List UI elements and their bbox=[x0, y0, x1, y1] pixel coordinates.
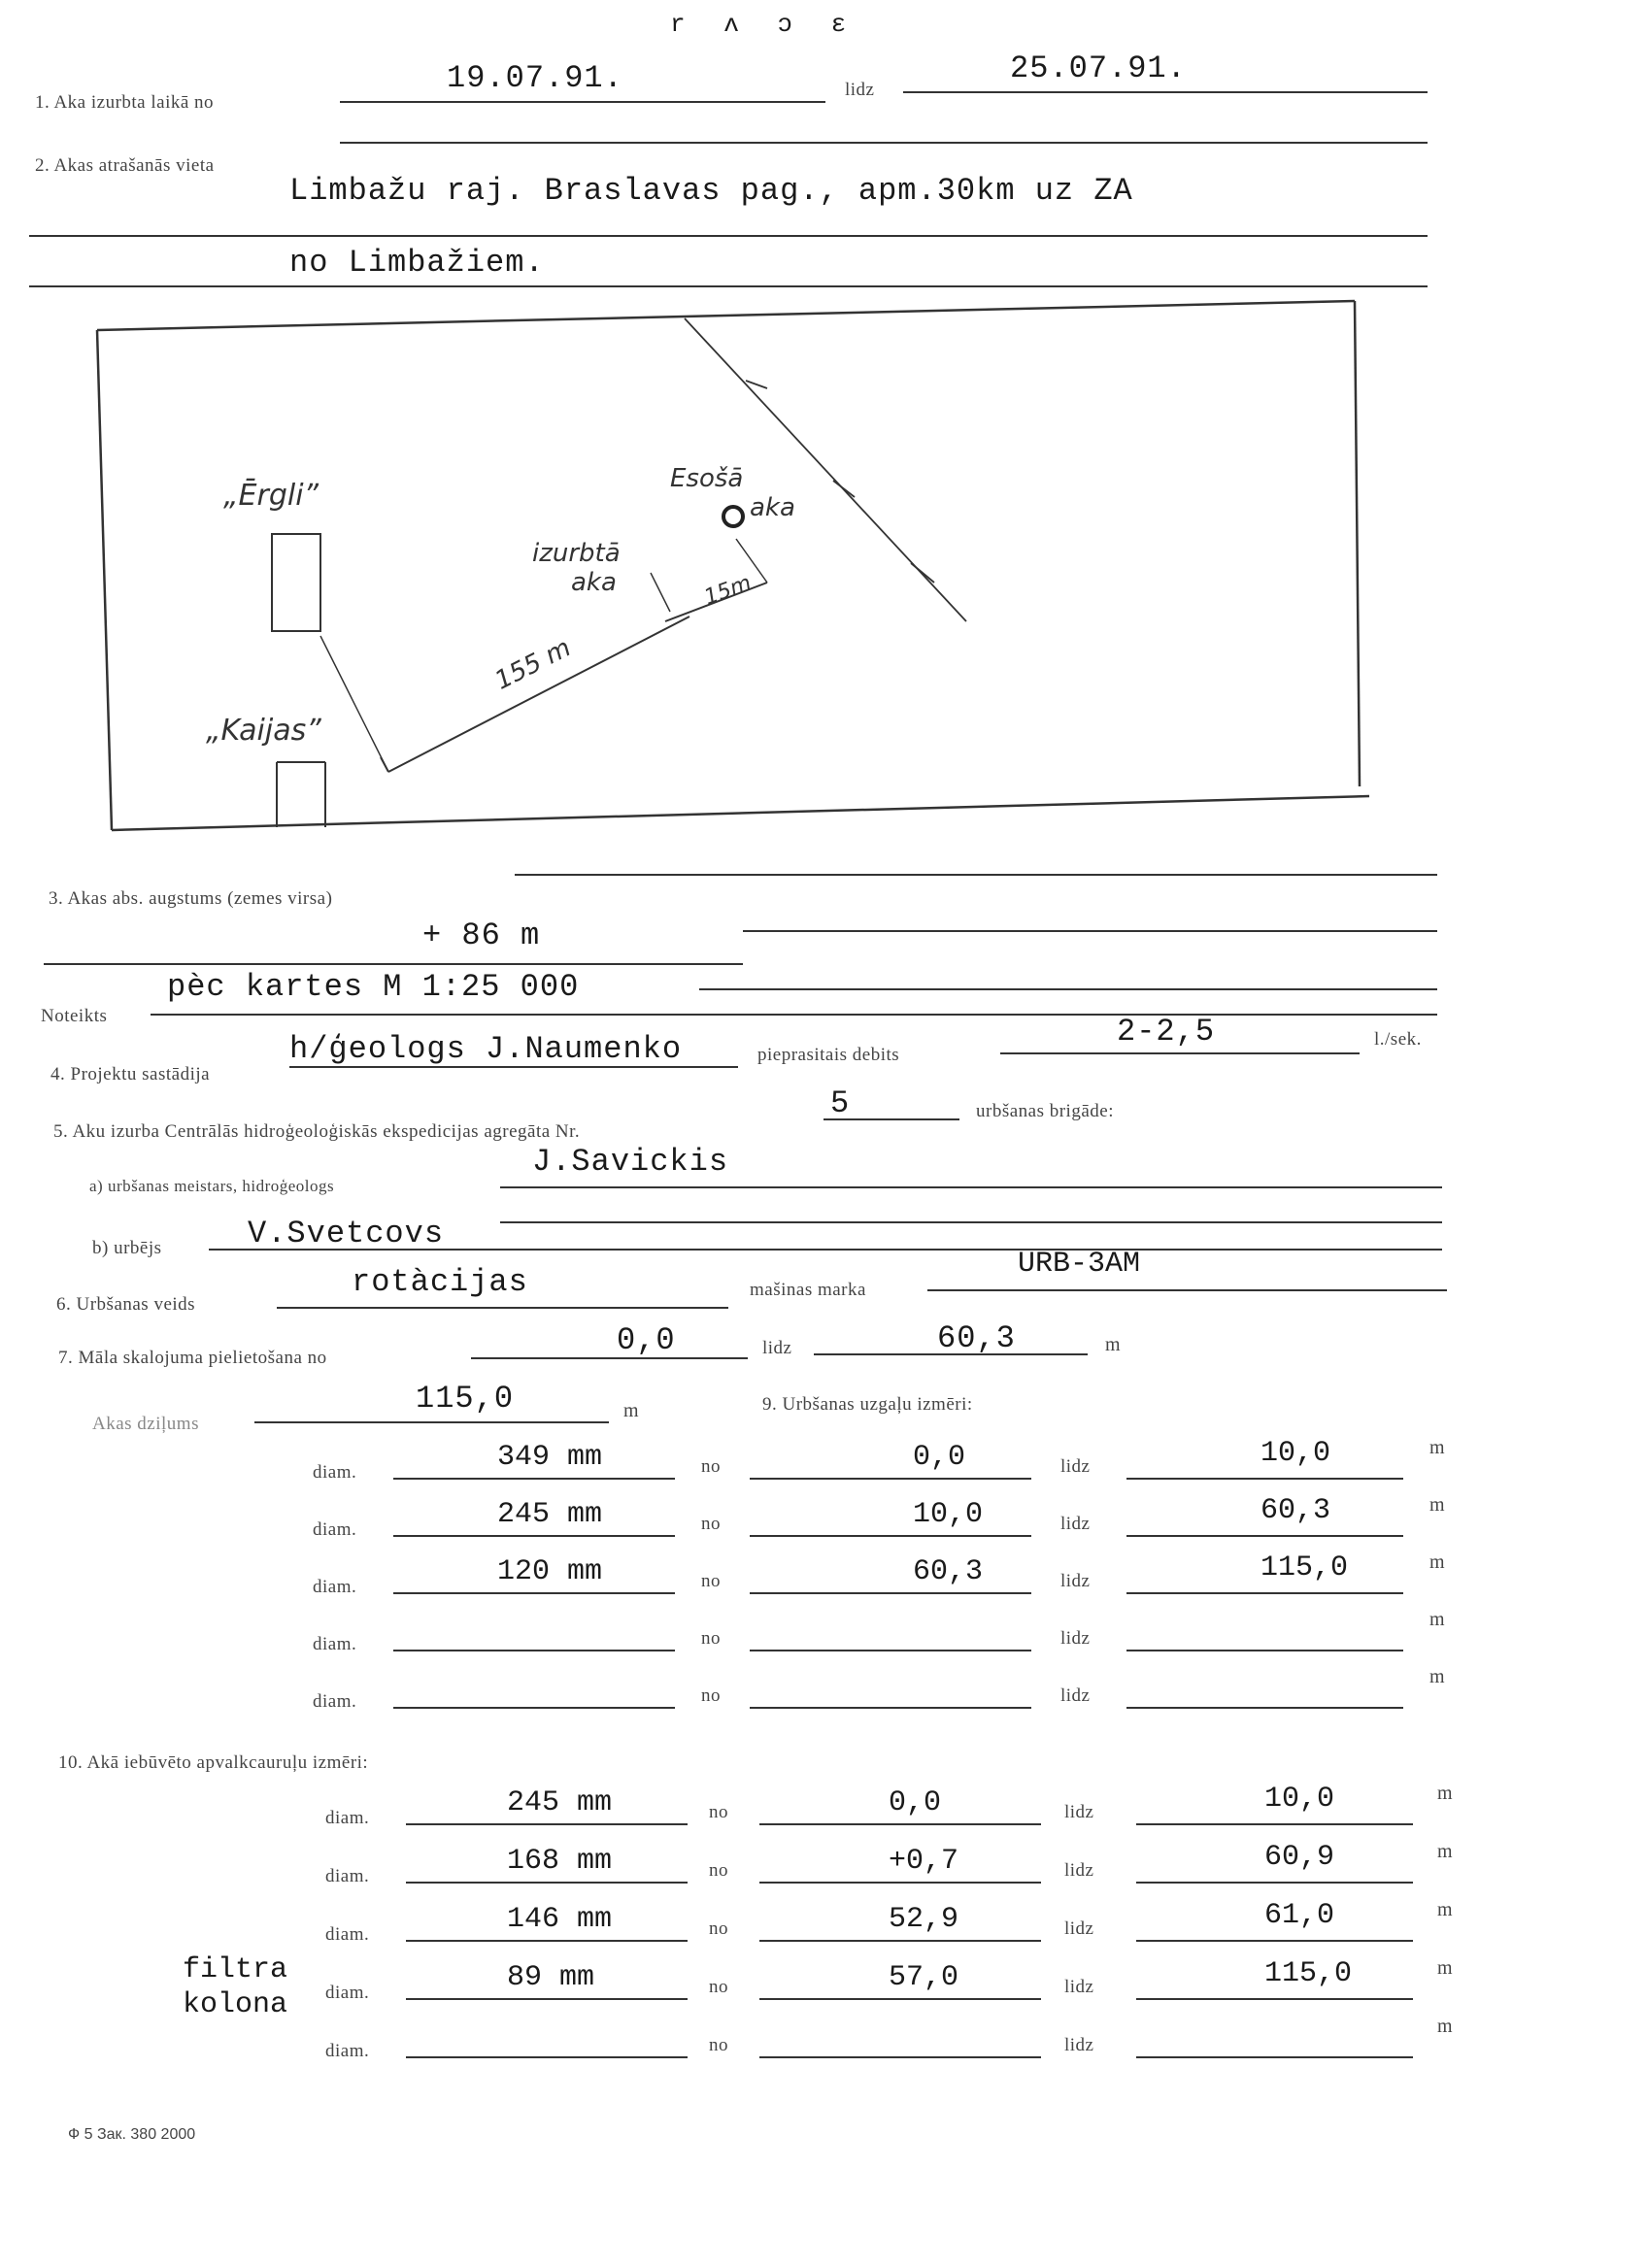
q2-line-c bbox=[29, 285, 1428, 287]
q10-row-3-from-line bbox=[759, 1940, 1041, 1942]
q10-row-4-diam-label: diam. bbox=[325, 1983, 370, 2003]
q10-row-2-to-label: lidz bbox=[1064, 1860, 1094, 1881]
q9-row-3-to-label: lidz bbox=[1060, 1571, 1091, 1591]
q10-row-4-from-line bbox=[759, 1998, 1041, 2000]
q9-row-1-to-label: lidz bbox=[1060, 1456, 1091, 1477]
q10-row-3-to-line bbox=[1136, 1940, 1413, 1942]
q10-row-1-diam-label: diam. bbox=[325, 1808, 370, 1828]
q10-row-4-to-value: 115,0 bbox=[1264, 1957, 1353, 1990]
sketch-frame-top bbox=[97, 301, 1355, 330]
q7-to-label: lidz bbox=[762, 1338, 792, 1358]
q9-row-2-unit: m bbox=[1429, 1494, 1445, 1516]
q4-author: h/ģeologs J.Naumenko bbox=[289, 1031, 683, 1067]
q5-master-line-a bbox=[500, 1186, 1442, 1188]
q5-brigade-label: urbšanas brigāde: bbox=[976, 1101, 1114, 1121]
q5-unit-no: 5 bbox=[830, 1085, 851, 1121]
q10-filter-label-2: kolona bbox=[183, 1988, 288, 2021]
q10-row-2-to-value: 60,9 bbox=[1264, 1841, 1335, 1874]
q9-row-1-to-line bbox=[1126, 1478, 1403, 1480]
q7-from-line bbox=[471, 1357, 748, 1359]
q6-line bbox=[277, 1307, 728, 1309]
location-sketch-map bbox=[87, 291, 1389, 845]
q10-row-3-to-label: lidz bbox=[1064, 1918, 1094, 1939]
q9-row-1-diam-line bbox=[393, 1478, 675, 1480]
q4-flow-unit: l./sek. bbox=[1374, 1029, 1422, 1050]
q10-row-2-to-line bbox=[1136, 1882, 1413, 1884]
sketch-leader-line bbox=[320, 636, 388, 772]
q9-row-1-from-value: 0,0 bbox=[913, 1441, 966, 1474]
q9-row-3-from-label: no bbox=[701, 1571, 721, 1591]
q9-row-2-from-value: 10,0 bbox=[913, 1498, 984, 1531]
q9-row-5-from-label: no bbox=[701, 1685, 721, 1706]
sketch-frame-left bbox=[97, 330, 112, 830]
q5-master-line-b bbox=[500, 1221, 1442, 1223]
q6-label: 6. Urbšanas veids bbox=[56, 1294, 196, 1315]
q1-from-line bbox=[340, 101, 825, 103]
q9-row-5-from-line bbox=[750, 1707, 1031, 1709]
q9-row-1-diam-value: 349 mm bbox=[497, 1441, 603, 1474]
q9-row-2-diam-label: diam. bbox=[313, 1519, 357, 1540]
q10-row-4-from-label: no bbox=[709, 1977, 728, 1997]
q3-determined-line bbox=[151, 1014, 1437, 1016]
q8-line bbox=[254, 1421, 609, 1423]
q10-row-5-to-line bbox=[1136, 2056, 1413, 2058]
q2-line-b bbox=[29, 235, 1428, 237]
q9-row-5-diam-label: diam. bbox=[313, 1691, 357, 1712]
q4-label: 4. Projektu sastādija bbox=[50, 1064, 211, 1084]
q10-row-2-unit: m bbox=[1437, 1841, 1453, 1862]
q10-row-5-diam-line bbox=[406, 2056, 688, 2058]
q9-row-3-diam-value: 120 mm bbox=[497, 1555, 603, 1588]
sketch-distance-155m: 155 m bbox=[490, 633, 576, 696]
sketch-place-kaijas: „Kaijas” bbox=[206, 714, 321, 748]
q10-row-1-from-value: 0,0 bbox=[889, 1786, 942, 1819]
q9-row-4-to-line bbox=[1126, 1650, 1403, 1651]
q10-row-2-diam-label: diam. bbox=[325, 1866, 370, 1886]
q9-row-1-to-value: 10,0 bbox=[1260, 1437, 1331, 1470]
footer-code: Ф 5 Зак. 380 2000 bbox=[68, 2126, 196, 2143]
q5-driller-label: b) urbējs bbox=[92, 1238, 162, 1258]
q9-row-1-from-label: no bbox=[701, 1456, 721, 1477]
q2-location-line1: Limbažu raj. Braslavas pag., apm.30km uz ZA bbox=[289, 173, 1133, 209]
q3-determined-label: Noteikts bbox=[41, 1006, 108, 1026]
dimension-line-155m bbox=[388, 617, 689, 772]
q9-row-5-unit: m bbox=[1429, 1666, 1445, 1687]
q6-value: rotàcijas bbox=[352, 1264, 528, 1300]
q5-unit-line bbox=[824, 1118, 959, 1120]
q9-row-1-unit: m bbox=[1429, 1437, 1445, 1458]
q9-row-4-unit: m bbox=[1429, 1609, 1445, 1630]
q3-value: + 86 m bbox=[422, 917, 541, 953]
q1-to-date: 25.07.91. bbox=[1010, 50, 1187, 86]
existing-well-icon bbox=[723, 507, 743, 526]
q10-row-1-from-label: no bbox=[709, 1802, 728, 1822]
q9-row-2-to-label: lidz bbox=[1060, 1514, 1091, 1534]
sketch-road-tick-3 bbox=[911, 563, 934, 583]
q3-determined-line-b bbox=[699, 988, 1437, 990]
q10-row-2-from-value: +0,7 bbox=[889, 1845, 959, 1878]
q6-machine-value: URB-3AM bbox=[1018, 1248, 1141, 1281]
header-title-fragment: r ʌ ɔ ɛ bbox=[670, 10, 858, 39]
q4-author-line bbox=[289, 1066, 738, 1068]
q9-row-2-from-line bbox=[750, 1535, 1031, 1537]
q3-line-b bbox=[44, 963, 743, 965]
q10-row-3-from-label: no bbox=[709, 1918, 728, 1939]
building-ergli bbox=[272, 534, 320, 631]
q9-row-4-from-line bbox=[750, 1650, 1031, 1651]
q5-master-value: J.Savickis bbox=[532, 1144, 729, 1180]
q4-flow-value: 2-2,5 bbox=[1117, 1014, 1216, 1050]
sketch-drilled-well-label-2: aka bbox=[571, 568, 617, 597]
q10-row-1-to-line bbox=[1136, 1823, 1413, 1825]
q9-row-4-to-label: lidz bbox=[1060, 1628, 1091, 1649]
dimension-tick-left bbox=[381, 757, 388, 772]
q1-label: 1. Aka izurbta laikā no bbox=[35, 92, 215, 113]
q3-line-c bbox=[743, 930, 1437, 932]
sketch-drilled-well-label: izurbtā bbox=[532, 539, 621, 568]
q9-row-3-diam-line bbox=[393, 1592, 675, 1594]
q5-driller-line bbox=[209, 1249, 1442, 1251]
sketch-place-ergli: „Ērgli” bbox=[223, 479, 319, 513]
q7-to: 60,3 bbox=[937, 1320, 1016, 1356]
q10-row-5-unit: m bbox=[1437, 2016, 1453, 2037]
q10-row-1-from-line bbox=[759, 1823, 1041, 1825]
q9-row-4-diam-line bbox=[393, 1650, 675, 1651]
q10-row-5-diam-label: diam. bbox=[325, 2041, 370, 2061]
sketch-frame-right bbox=[1355, 301, 1360, 786]
q9-row-3-to-value: 115,0 bbox=[1260, 1551, 1349, 1584]
q10-row-4-from-value: 57,0 bbox=[889, 1961, 959, 1994]
q9-row-3-unit: m bbox=[1429, 1551, 1445, 1573]
q7-from: 0,0 bbox=[617, 1322, 676, 1358]
sketch-frame-bottom bbox=[112, 796, 1369, 830]
q10-row-1-to-label: lidz bbox=[1064, 1802, 1094, 1822]
q9-row-1-diam-label: diam. bbox=[313, 1462, 357, 1483]
q7-label: 7. Māla skalojuma pielietošana no bbox=[58, 1348, 327, 1368]
q10-row-4-to-line bbox=[1136, 1998, 1413, 2000]
q5-driller-value: V.Svetcovs bbox=[248, 1216, 445, 1251]
sketch-distance-15m: 15m bbox=[701, 571, 756, 611]
q10-row-1-to-value: 10,0 bbox=[1264, 1783, 1335, 1816]
q9-row-5-to-label: lidz bbox=[1060, 1685, 1091, 1706]
q3-line bbox=[515, 874, 1437, 876]
q10-row-3-unit: m bbox=[1437, 1899, 1453, 1920]
q1-to-line bbox=[903, 91, 1428, 93]
q9-row-3-from-line bbox=[750, 1592, 1031, 1594]
q10-row-2-diam-line bbox=[406, 1882, 688, 1884]
q7-unit: m bbox=[1105, 1334, 1121, 1355]
q2-label: 2. Akas atrašanās vieta bbox=[35, 155, 215, 176]
q9-row-2-diam-value: 245 mm bbox=[497, 1498, 603, 1531]
drilled-well-leader bbox=[651, 573, 670, 612]
q9-row-5-to-line bbox=[1126, 1707, 1403, 1709]
q10-row-4-diam-line bbox=[406, 1998, 688, 2000]
q9-row-4-diam-label: diam. bbox=[313, 1634, 357, 1654]
q10-row-2-diam-value: 168 mm bbox=[507, 1845, 613, 1878]
q10-row-3-from-value: 52,9 bbox=[889, 1903, 959, 1936]
q7-to-line bbox=[814, 1353, 1088, 1355]
q8-value: 115,0 bbox=[416, 1381, 515, 1417]
q9-label: 9. Urbšanas uzgaļu izmēri: bbox=[762, 1394, 973, 1415]
q9-row-1-from-line bbox=[750, 1478, 1031, 1480]
q10-row-3-diam-line bbox=[406, 1940, 688, 1942]
q1-to-label: lidz bbox=[845, 80, 875, 100]
q10-row-3-diam-label: diam. bbox=[325, 1924, 370, 1945]
q6-machine-label: mašinas marka bbox=[750, 1280, 866, 1300]
q9-row-2-to-line bbox=[1126, 1535, 1403, 1537]
q9-row-4-from-label: no bbox=[701, 1628, 721, 1649]
q10-row-5-from-label: no bbox=[709, 2035, 728, 2055]
q9-row-3-from-value: 60,3 bbox=[913, 1555, 984, 1588]
q9-row-5-diam-line bbox=[393, 1707, 675, 1709]
q9-row-2-from-label: no bbox=[701, 1514, 721, 1534]
q10-filter-label-1: filtra bbox=[183, 1953, 288, 1986]
q5-label: 5. Aku izurba Centrālās hidroģeoloģiskās ekspedicijas agregāta Nr. bbox=[53, 1121, 581, 1142]
q10-row-3-diam-value: 146 mm bbox=[507, 1903, 613, 1936]
q10-row-2-from-label: no bbox=[709, 1860, 728, 1881]
q3-label: 3. Akas abs. augstums (zemes virsa) bbox=[49, 888, 333, 909]
sketch-existing-well-label-2: aka bbox=[750, 493, 795, 522]
q10-row-4-unit: m bbox=[1437, 1957, 1453, 1979]
q1-from-date: 19.07.91. bbox=[447, 60, 623, 96]
q10-row-5-to-label: lidz bbox=[1064, 2035, 1094, 2055]
q9-row-3-diam-label: diam. bbox=[313, 1577, 357, 1597]
q9-row-2-diam-line bbox=[393, 1535, 675, 1537]
q8-unit: m bbox=[623, 1400, 639, 1421]
q10-label: 10. Akā iebūvēto apvalkcauruļu izmēri: bbox=[58, 1752, 369, 1773]
q3-determined-value: pèc kartes M 1:25 000 bbox=[167, 969, 580, 1005]
q10-row-4-diam-value: 89 mm bbox=[507, 1961, 595, 1994]
q4-flow-label: pieprasitais debits bbox=[757, 1045, 900, 1065]
q10-row-2-from-line bbox=[759, 1882, 1041, 1884]
q8-label: Akas dziļums bbox=[92, 1414, 199, 1434]
q4-flow-line bbox=[1000, 1052, 1360, 1054]
q10-row-4-to-label: lidz bbox=[1064, 1977, 1094, 1997]
q2-line-a bbox=[340, 142, 1428, 144]
q9-row-2-to-value: 60,3 bbox=[1260, 1494, 1331, 1527]
q5-master-label: a) urbšanas meistars, hidroģeologs bbox=[89, 1177, 335, 1195]
q9-row-3-to-line bbox=[1126, 1592, 1403, 1594]
q10-row-1-diam-line bbox=[406, 1823, 688, 1825]
q6-machine-line bbox=[927, 1289, 1447, 1291]
q10-row-1-unit: m bbox=[1437, 1783, 1453, 1804]
sketch-existing-well-label: Esošā bbox=[670, 464, 744, 493]
q10-row-3-to-value: 61,0 bbox=[1264, 1899, 1335, 1932]
q2-location-line2: no Limbažiem. bbox=[289, 245, 545, 281]
sketch-road-tick-2 bbox=[833, 481, 855, 497]
q10-row-1-diam-value: 245 mm bbox=[507, 1786, 613, 1819]
q10-row-5-from-line bbox=[759, 2056, 1041, 2058]
